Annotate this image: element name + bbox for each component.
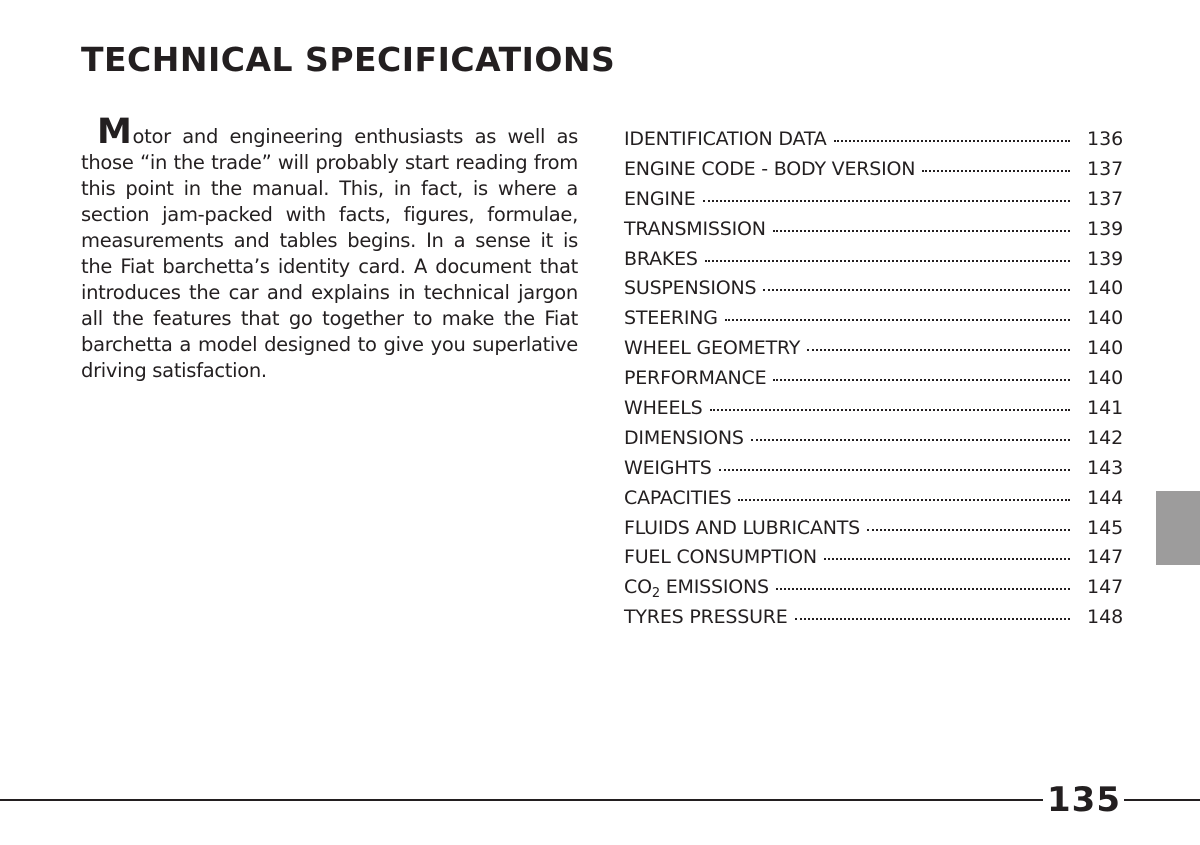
dot-leader xyxy=(807,349,1070,351)
toc-item-label: WHEELS xyxy=(624,397,703,420)
co2-subscript: 2 xyxy=(651,586,660,602)
dot-leader xyxy=(773,230,1070,232)
toc-item-page: 142 xyxy=(1087,426,1124,449)
toc-item-label: ENGINE xyxy=(624,187,696,210)
dot-leader xyxy=(719,469,1070,471)
toc-item[interactable] xyxy=(624,603,1124,633)
toc-item-label: SUSPENSIONS xyxy=(624,277,757,300)
dot-leader xyxy=(867,529,1070,531)
footer-rule xyxy=(1124,799,1200,801)
section-tab-marker xyxy=(1156,491,1200,565)
toc-item-label: WHEEL GEOMETRY xyxy=(624,337,801,360)
toc-item-page: 144 xyxy=(1087,486,1124,509)
toc-item[interactable] xyxy=(624,454,1124,484)
toc-item-page: 137 xyxy=(1087,187,1124,210)
intro-text: otor and engineering enthusiasts as well as those “in the trade” will probably start reading from this point in the manual. This, in fact, is where a section jam-packed with facts, figures, formulae, measurements and tables begins. In a sense it is the Fiat barchetta’s identity card. A document that introduces the car and explains in technical jargon all the features that go together to make the Fiat barchetta a model designed to give you superlative driving satisfaction. xyxy=(81,125,578,382)
dot-leader xyxy=(710,409,1070,411)
dot-leader xyxy=(776,588,1070,590)
toc-item-label: IDENTIFICATION DATA xyxy=(624,128,827,150)
toc-item-page: 140 xyxy=(1087,277,1124,300)
toc-item[interactable] xyxy=(624,304,1124,334)
toc-item-label: TYRES PRESSURE xyxy=(624,606,788,629)
toc-item-page: 140 xyxy=(1087,337,1124,360)
toc-item-label: BRAKES xyxy=(624,247,698,270)
co2-prefix: CO xyxy=(624,576,652,599)
toc-item-label: TRANSMISSION xyxy=(624,217,766,240)
toc-item[interactable] xyxy=(624,334,1124,364)
dot-leader xyxy=(795,618,1070,620)
toc-item[interactable] xyxy=(624,245,1124,275)
toc-item-label: FUEL CONSUMPTION xyxy=(624,546,817,569)
toc-item[interactable] xyxy=(624,514,1124,544)
dot-leader xyxy=(922,170,1070,172)
toc-item-label: PERFORMANCE xyxy=(624,367,767,390)
page-number: 135 xyxy=(1047,780,1121,820)
dot-leader xyxy=(751,439,1070,441)
toc-item[interactable] xyxy=(624,573,1124,603)
toc-item[interactable] xyxy=(624,215,1124,245)
toc-item-label: DIMENSIONS xyxy=(624,426,744,449)
toc-item-label: WEIGHTS xyxy=(624,456,712,479)
footer-rule xyxy=(0,799,1043,801)
toc-item-label: CAPACITIES xyxy=(624,486,732,509)
toc-item-page: 147 xyxy=(1087,576,1124,599)
toc-item-page: 139 xyxy=(1087,247,1124,270)
dot-leader xyxy=(738,499,1070,501)
drop-cap: M xyxy=(97,112,132,152)
toc-item[interactable] xyxy=(624,394,1124,424)
toc-item-page: 143 xyxy=(1087,456,1124,479)
toc-item-page: 145 xyxy=(1087,516,1124,539)
toc-item-page: 140 xyxy=(1087,307,1124,330)
toc-item[interactable] xyxy=(624,543,1124,573)
dot-leader xyxy=(824,558,1070,560)
toc-item-page: 148 xyxy=(1087,606,1124,629)
table-of-contents xyxy=(624,125,1124,633)
toc-item[interactable] xyxy=(624,364,1124,394)
toc-item-label xyxy=(624,573,769,603)
dot-leader xyxy=(834,140,1070,142)
toc-item-page: 141 xyxy=(1087,397,1124,420)
toc-item-label: FLUIDS AND LUBRICANTS xyxy=(624,516,861,539)
toc-item[interactable] xyxy=(624,424,1124,454)
toc-item[interactable] xyxy=(624,274,1124,304)
toc-item-page: 140 xyxy=(1087,367,1124,390)
toc-item-page: 136 xyxy=(1087,128,1124,150)
toc-item[interactable] xyxy=(624,155,1124,185)
co2-suffix: EMISSIONS xyxy=(659,576,769,599)
dot-leader xyxy=(705,260,1070,262)
dot-leader xyxy=(773,379,1070,381)
toc-item[interactable] xyxy=(624,484,1124,514)
dot-leader xyxy=(763,289,1070,291)
toc-item[interactable] xyxy=(624,125,1124,155)
toc-item-page: 139 xyxy=(1087,217,1124,240)
toc-item-page: 137 xyxy=(1087,157,1124,180)
intro-paragraph xyxy=(81,112,578,384)
dot-leader xyxy=(703,200,1070,202)
toc-item-label: STEERING xyxy=(624,307,718,330)
toc-item[interactable] xyxy=(624,185,1124,215)
toc-item-page: 147 xyxy=(1087,546,1124,569)
dot-leader xyxy=(725,319,1070,321)
page-title: TECHNICAL SPECIFICATIONS xyxy=(81,40,616,79)
toc-item-label: ENGINE CODE - BODY VERSION xyxy=(624,157,916,180)
